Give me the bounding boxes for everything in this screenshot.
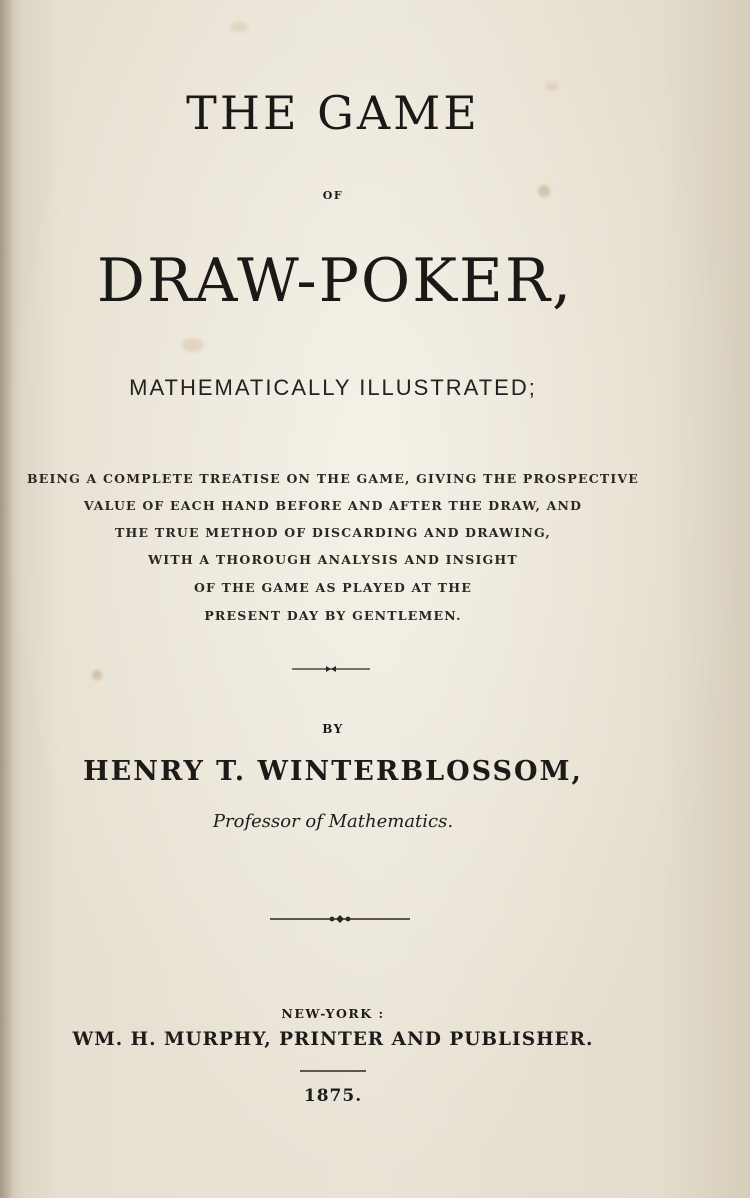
ornament-divider-1 [290,663,372,675]
description-line: PRESENT DAY BY GENTLEMEN. [204,608,462,623]
foxing-spot [230,22,248,32]
description-line: OF THE GAME AS PLAYED AT THE [193,580,473,595]
description-line: THE TRUE METHOD OF DISCARDING AND DRAWING, [115,525,551,540]
description-line: VALUE OF EACH HAND BEFORE AND AFTER THE DRAW, AND [83,498,583,513]
publication-place: NEW-YORK : [281,1006,385,1021]
publisher: WM. H. MURPHY, PRINTER AND PUBLISHER. [72,1029,594,1050]
by-label: BY [322,722,344,736]
title-line-1: THE GAME [186,86,480,140]
publication-year: 1875. [303,1086,363,1106]
description-line: WITH A THOROUGH ANALYSIS AND INSIGHT [148,552,518,567]
author-title: Professor of Mathematics. [212,811,454,832]
short-rule [300,1069,366,1073]
foxing-spot [182,338,204,352]
description-line: BEING A COMPLETE TREATISE ON THE GAME, GIVING THE PROSPECTIVE [26,471,640,486]
subtitle: MATHEMATICALLY ILLUSTRATED; [129,375,537,400]
author-name: HENRY T. WINTERBLOSSOM, [83,756,583,787]
ornament-divider-2 [268,912,412,926]
title-of: OF [322,189,344,202]
title-line-2: DRAW-POKER, [96,246,574,316]
foxing-spot [92,670,102,680]
